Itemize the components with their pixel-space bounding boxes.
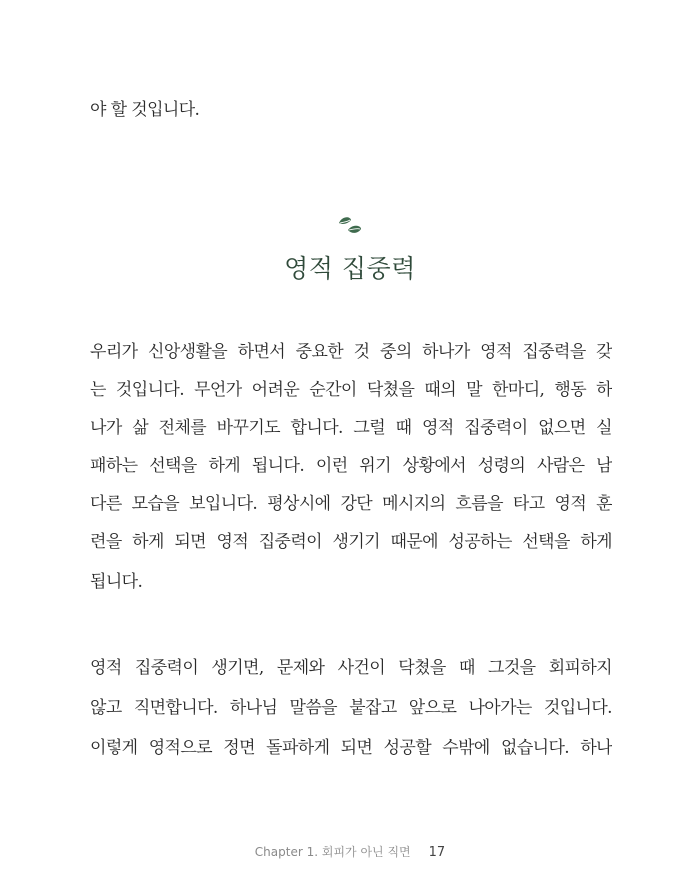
leaf-ornament-icon	[336, 214, 364, 238]
continuation-line: 야 할 것입니다.	[90, 100, 200, 120]
text-line: 않고 직면합니다. 하나님 말씀을 붙잡고 앞으로 나아가는 것입니다.	[90, 698, 612, 718]
text-line: 나가 삶 전체를 바꾸기도 합니다. 그럴 때 영적 집중력이 없으면 실	[90, 418, 612, 438]
page-footer	[0, 844, 700, 861]
text-line: 영적 집중력이 생기면, 문제와 사건이 닥쳤을 때 그것을 회피하지	[90, 658, 612, 678]
text-line: 이렇게 영적으로 정면 돌파하게 되면 성공할 수밖에 없습니다. 하나	[90, 738, 612, 758]
text-line: 패하는 선택을 하게 됩니다. 이런 위기 상황에서 성령의 사람은 남	[90, 456, 612, 476]
text-line: 는 것입니다. 무언가 어려운 순간이 닥쳤을 때의 말 한마디, 행동 하	[90, 380, 612, 400]
text-line: 다른 모습을 보입니다. 평상시에 강단 메시지의 흐름을 타고 영적 훈	[90, 494, 612, 514]
page-number: 17	[428, 845, 446, 860]
text-line: 련을 하게 되면 영적 집중력이 생기기 때문에 성공하는 선택을 하게	[90, 532, 612, 552]
text-line: 우리가 신앙생활을 하면서 중요한 것 중의 하나가 영적 집중력을 갖	[90, 342, 612, 362]
chapter-label: Chapter 1. 회피가 아닌 직면	[254, 845, 411, 859]
section-title: 영적 집중력	[284, 254, 416, 283]
text-line: 됩니다.	[90, 572, 143, 592]
